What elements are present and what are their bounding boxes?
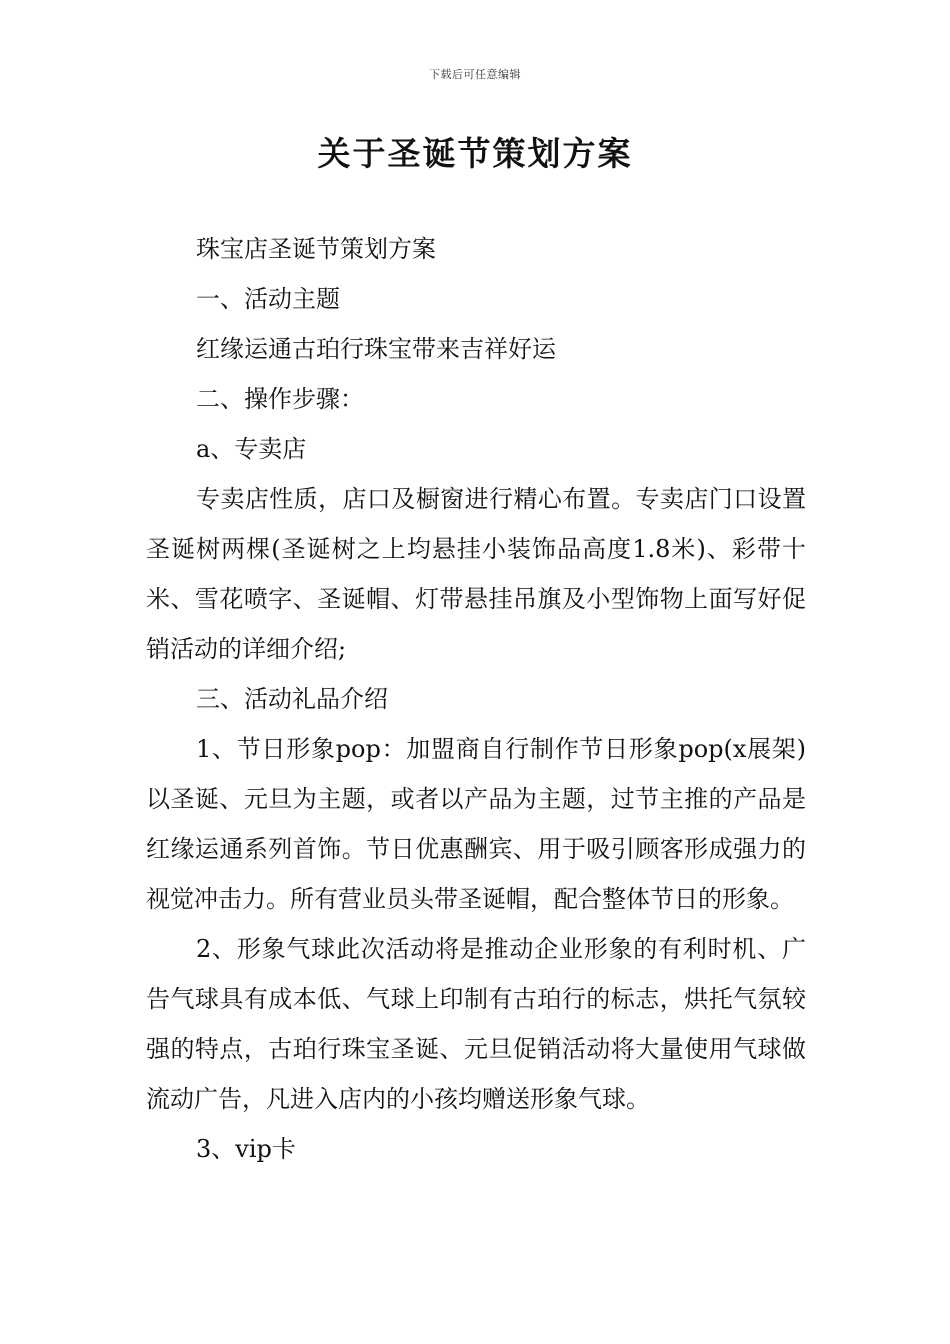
document-title: 关于圣诞节策划方案 [317,134,633,173]
paragraph-body: 专卖店性质，店口及橱窗进行精心布置。专卖店门口设置圣诞树两棵(圣诞树之上均悬挂小装饰品高度1.8米)、彩带十米、雪花喷字、圣诞帽、灯带悬挂吊旗及小型饰物上面写好促销活动的详细介绍; [146,485,806,663]
paragraph-section-heading: 三、活动礼品介绍 [196,685,388,713]
paragraph-subheading: a、专卖店 [196,435,307,463]
page-header-note: 下载后可任意编辑 [429,68,521,81]
paragraph-subheading: 3、vip卡 [196,1135,296,1163]
paragraph-body: 1、节日形象pop：加盟商自行制作节日形象pop(x展架)以圣诞、元旦为主题，或者以产品为主题，过节主推的产品是红缘运通系列首饰。节日优惠酬宾、用于吸引顾客形成强力的视觉冲击力。所有营业员头带圣诞帽，配合整体节日的形象。 [146,735,806,913]
paragraph-theme: 红缘运通古珀行珠宝带来吉祥好运 [196,335,556,363]
paragraph-body: 2、形象气球此次活动将是推动企业形象的有利时机、广告气球具有成本低、气球上印制有古珀行的标志，烘托气氛较强的特点，古珀行珠宝圣诞、元旦促销活动将大量使用气球做流动广告，凡进入店内的小孩均赠送形象气球。 [146,935,806,1113]
paragraph-section-heading: 二、操作步骤： [196,385,364,413]
document-body [146,224,806,1174]
paragraph-section-heading: 一、活动主题 [196,285,340,313]
paragraph-subtitle: 珠宝店圣诞节策划方案 [196,235,436,263]
